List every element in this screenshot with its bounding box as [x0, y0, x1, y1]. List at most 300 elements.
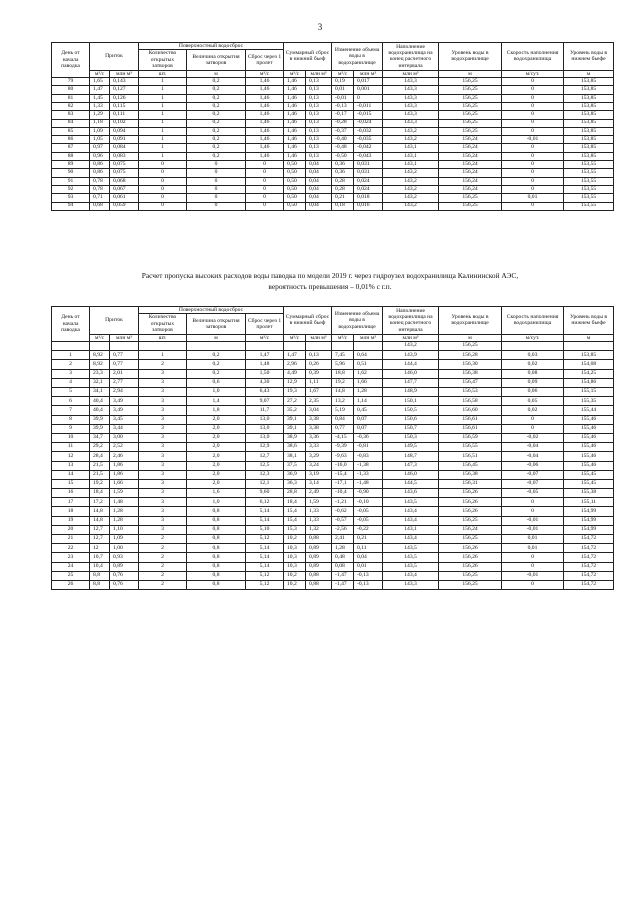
table-cell: 3 — [139, 424, 187, 433]
table-cell: 5,10 — [246, 525, 284, 534]
table-cell: 0,6 — [187, 378, 246, 387]
table-cell: 3 — [139, 498, 187, 507]
table-cell: 0,88 — [306, 571, 332, 580]
table-cell: 0,13 — [306, 119, 332, 127]
table-cell: 3 — [139, 525, 187, 534]
table-cell: 2,49 — [306, 489, 332, 498]
table-cell: 154,99 — [564, 516, 614, 525]
table-row — [52, 388, 614, 397]
table-cell: 0 — [187, 169, 246, 177]
table-cell: -0,83 — [354, 452, 383, 461]
table-cell: 9,07 — [246, 397, 284, 406]
table-cell: 143,3 — [383, 86, 439, 94]
table-cell — [354, 342, 383, 351]
table-cell: 12 — [52, 452, 90, 461]
table-cell: 2,46 — [110, 452, 139, 461]
table-cell — [502, 342, 564, 351]
table-cell: 92 — [52, 185, 90, 193]
table-cell: 143,5 — [383, 562, 439, 571]
table-cell: 0,059 — [110, 202, 139, 210]
table-cell: 1,46 — [284, 136, 306, 144]
table-cell: 0,89 — [306, 544, 332, 553]
table-row — [52, 498, 614, 507]
table-cell: 9,60 — [246, 489, 284, 498]
table-cell: -0,01 — [502, 571, 564, 580]
col-reservoir-level: Уровень воды в водохранилище — [439, 43, 502, 71]
table-cell: 0,86 — [90, 169, 110, 177]
table-cell: 143,3 — [383, 119, 439, 127]
table-cell: 86 — [52, 136, 90, 144]
table-cell: -0,032 — [354, 127, 383, 135]
table-cell: 1,46 — [246, 111, 284, 119]
table-cell: 3 — [139, 369, 187, 378]
table-cell: 36,9 — [284, 470, 306, 479]
table-cell: 2,01 — [110, 369, 139, 378]
table-cell: 155,46 — [564, 433, 614, 442]
units-row — [52, 70, 614, 77]
table-cell: 1,32 — [306, 525, 332, 534]
table-cell: 2 — [139, 544, 187, 553]
table-cell: 1,86 — [110, 470, 139, 479]
table-cell: 155,45 — [564, 479, 614, 488]
col-filling: Наполнение водохранилища на конец расчетного интервала — [383, 43, 439, 71]
table-cell: 0,01 — [502, 194, 564, 202]
unit-cell: шт. — [139, 70, 187, 77]
table-cell: 0,2 — [187, 127, 246, 135]
col-gates-count: Количество открытых затворов — [139, 50, 187, 70]
table-cell: 18,4 — [284, 498, 306, 507]
table-cell: 34,7 — [90, 433, 110, 442]
table-cell: 2 — [139, 553, 187, 562]
table-cell: 0,06 — [502, 388, 564, 397]
table-cell: -1,38 — [354, 461, 383, 470]
table-cell: 0,143 — [110, 78, 139, 86]
table-cell: 1 — [139, 94, 187, 102]
unit-cell: м³/с — [246, 334, 284, 341]
table-cell: 1,28 — [354, 388, 383, 397]
table-cell: 0,08 — [332, 562, 354, 571]
table-cell: 143,6 — [383, 489, 439, 498]
table-cell: 155,46 — [564, 415, 614, 424]
table-cell: 0,77 — [110, 351, 139, 360]
table-cell: 83 — [52, 111, 90, 119]
table-cell: 0,89 — [110, 562, 139, 571]
table-cell: 2,0 — [187, 452, 246, 461]
table-cell: 1 — [52, 351, 90, 360]
table-cell: 143,2 — [383, 127, 439, 135]
table-cell: 147,3 — [383, 461, 439, 470]
table-cell: -16,0 — [332, 461, 354, 470]
table-cell: 1,47 — [90, 86, 110, 94]
table-cell: 87 — [52, 144, 90, 152]
table-cell: 1,46 — [246, 136, 284, 144]
table-cell: 0 — [246, 169, 284, 177]
table-row — [52, 479, 614, 488]
table-cell: 156,24 — [439, 525, 502, 534]
table-row — [52, 535, 614, 544]
table-cell: 0 — [187, 161, 246, 169]
table-cell: -0,05 — [354, 516, 383, 525]
table-cell: 156,47 — [439, 378, 502, 387]
table-cell: 0,024 — [354, 185, 383, 193]
table-cell: 15,4 — [284, 507, 306, 516]
table-cell: 0,111 — [110, 111, 139, 119]
table-cell: 0,8 — [187, 516, 246, 525]
table-cell: 1 — [139, 78, 187, 86]
table-cell: 0,89 — [306, 562, 332, 571]
table-cell: 12,9 — [284, 378, 306, 387]
table-cell: 0,2 — [187, 78, 246, 86]
col-volume-change: Изменение объема воды в водохранилище — [332, 43, 383, 71]
table-row — [52, 433, 614, 442]
table-cell: 11,7 — [246, 406, 284, 415]
table-cell: 1 — [139, 136, 187, 144]
table-cell: 0,09 — [502, 378, 564, 387]
table-cell: -10,4 — [332, 489, 354, 498]
table-cell: 0,28 — [332, 177, 354, 185]
table-cell: 0 — [502, 498, 564, 507]
col-day: День от начала паводка — [52, 43, 90, 78]
col-inflow: Приток — [90, 43, 139, 71]
table-cell: 0 — [502, 169, 564, 177]
table-row — [52, 397, 614, 406]
table-row — [52, 378, 614, 387]
table-cell: 29,2 — [90, 443, 110, 452]
table-cell: 0,36 — [332, 169, 354, 177]
table-cell: 12,9 — [246, 443, 284, 452]
table-cell: 0,2 — [187, 103, 246, 111]
table-cell: 0,05 — [502, 397, 564, 406]
table-cell: 143,2 — [383, 202, 439, 210]
table-cell: 21,5 — [90, 470, 110, 479]
table-cell: 156,25 — [439, 111, 502, 119]
table-row — [52, 185, 614, 193]
table-cell: 1,05 — [90, 136, 110, 144]
table-cell: 155,44 — [564, 406, 614, 415]
table-cell: 156,28 — [439, 351, 502, 360]
table-cell: 0 — [502, 119, 564, 127]
table-cell: 156,61 — [439, 415, 502, 424]
table-cell: 0 — [502, 202, 564, 210]
col-discharge-span: Сброс через 1 пролет — [246, 314, 284, 334]
table-cell: 1,8 — [187, 406, 246, 415]
table-cell: 153,55 — [564, 177, 614, 185]
table-cell: 154,72 — [564, 580, 614, 589]
table-cell: 11 — [52, 443, 90, 452]
table-cell: 0 — [246, 194, 284, 202]
unit-cell: млн м³ — [383, 70, 439, 77]
table-cell: 150,3 — [383, 433, 439, 442]
table-cell: 2 — [139, 580, 187, 589]
table-cell: 156,25 — [439, 571, 502, 580]
table-cell: 0,02 — [502, 406, 564, 415]
table-cell: 143,2 — [383, 342, 439, 351]
table-cell: 0 — [139, 185, 187, 193]
table-cell: -0,01 — [332, 94, 354, 102]
table-cell: 40,4 — [90, 397, 110, 406]
table-cell: -0,13 — [354, 580, 383, 589]
table-cell: 143,2 — [383, 185, 439, 193]
table-cell: 2 — [139, 360, 187, 369]
table-cell: -0,13 — [354, 571, 383, 580]
table-cell: 0,2 — [187, 119, 246, 127]
table-cell: 150,6 — [383, 415, 439, 424]
unit-cell: млн м³ — [306, 334, 332, 341]
table-cell: 24 — [52, 562, 90, 571]
table-row — [52, 580, 614, 589]
table-cell: 18,4 — [90, 489, 110, 498]
table-cell: 1,28 — [110, 516, 139, 525]
table-cell: 0,07 — [354, 415, 383, 424]
table-cell: 0,03 — [502, 351, 564, 360]
table-row — [52, 111, 614, 119]
table-cell: 3,19 — [306, 470, 332, 479]
table-cell: 156,30 — [439, 360, 502, 369]
table-cell: -0,05 — [502, 489, 564, 498]
col-filling-rate: Скорость наполнения водохранилища — [502, 43, 564, 71]
table-cell: 7 — [52, 406, 90, 415]
table-cell: 0 — [187, 202, 246, 210]
table-cell: 0 — [354, 94, 383, 102]
table-cell: 154,99 — [564, 525, 614, 534]
table-cell: 156,25 — [439, 580, 502, 589]
table-cell: 156,25 — [439, 516, 502, 525]
table-cell: 0,28 — [332, 185, 354, 193]
table-cell: 0 — [246, 202, 284, 210]
table-cell: 0 — [246, 185, 284, 193]
table-cell: 2,77 — [110, 378, 139, 387]
table-cell: 2,0 — [187, 443, 246, 452]
table-cell: 156,24 — [439, 177, 502, 185]
table-cell: 19 — [52, 516, 90, 525]
table-cell: -0,06 — [502, 461, 564, 470]
table-cell: 8,8 — [90, 571, 110, 580]
unit-cell: м/сут. — [502, 334, 564, 341]
table-cell: 8,8 — [90, 580, 110, 589]
table-cell: 18,8 — [332, 369, 354, 378]
table-cell: 91 — [52, 177, 90, 185]
table-cell: 1,09 — [90, 127, 110, 135]
table-cell: 150,5 — [383, 406, 439, 415]
table-cell: 2,35 — [306, 397, 332, 406]
table-cell: 0,115 — [110, 103, 139, 111]
col-gate-opening: Величина открытия затворов — [187, 314, 246, 334]
col-gate-opening: Величина открытия затворов — [187, 50, 246, 70]
table-cell: 0,64 — [354, 351, 383, 360]
table-cell: 93 — [52, 194, 90, 202]
table-cell: 1,14 — [354, 397, 383, 406]
table-cell: 0,8 — [187, 525, 246, 534]
table-cell: 149,5 — [383, 443, 439, 452]
table-cell: 0,89 — [306, 553, 332, 562]
table-cell: 156,25 — [439, 342, 502, 351]
table-cell: 4,49 — [284, 369, 306, 378]
table-cell: 1,46 — [284, 103, 306, 111]
col-reservoir-level: Уровень воды в водохранилище — [439, 307, 502, 335]
table-cell: 0,08 — [502, 369, 564, 378]
table-cell: 1 — [139, 152, 187, 160]
table-cell: 0,01 — [502, 535, 564, 544]
table-cell: -0,40 — [332, 136, 354, 144]
table-cell: 0,19 — [332, 78, 354, 86]
table-cell: 0,50 — [284, 202, 306, 210]
table-cell: 0,8 — [187, 571, 246, 580]
table-cell: 5,12 — [246, 580, 284, 589]
table-cell: 3,36 — [306, 433, 332, 442]
table-cell: 156,24 — [439, 185, 502, 193]
unit-cell: м³/с — [90, 334, 110, 341]
table-cell: 82 — [52, 103, 90, 111]
table-cell: 3 — [139, 479, 187, 488]
table-cell: 3,49 — [110, 406, 139, 415]
table-cell: 90 — [52, 169, 90, 177]
table-cell: 154,72 — [564, 535, 614, 544]
table-cell: 0 — [187, 194, 246, 202]
col-spillway: Поверхностный водосброс — [139, 307, 284, 314]
table-cell: 0,001 — [354, 86, 383, 94]
table-cell: 35,2 — [284, 406, 306, 415]
table-cell: 1,33 — [306, 507, 332, 516]
table-cell: -0,02 — [502, 433, 564, 442]
table-cell: 153,55 — [564, 194, 614, 202]
table-cell: 19,2 — [332, 378, 354, 387]
table-cell: 38,6 — [284, 443, 306, 452]
table-cell: 0,39 — [306, 369, 332, 378]
table-cell: 0,78 — [90, 177, 110, 185]
table-cell: 156,51 — [439, 452, 502, 461]
table-cell: 0,97 — [90, 144, 110, 152]
table-cell: 17,2 — [90, 498, 110, 507]
table-cell: 3 — [139, 516, 187, 525]
unit-cell: м³/с — [246, 70, 284, 77]
table-cell: 39,1 — [284, 415, 306, 424]
table-cell: 143,9 — [383, 351, 439, 360]
table-cell: 5,96 — [332, 360, 354, 369]
table-cell: 1 — [139, 111, 187, 119]
table-cell: 144,4 — [383, 360, 439, 369]
table-cell: 0 — [502, 86, 564, 94]
table-cell: 3,00 — [110, 433, 139, 442]
table-cell: 5,14 — [246, 562, 284, 571]
table-cell: 0,21 — [332, 194, 354, 202]
initial-row — [52, 342, 614, 351]
table-row — [52, 202, 614, 210]
table-cell: 10,7 — [90, 553, 110, 562]
table-cell: 156,31 — [439, 479, 502, 488]
table-cell: 4,30 — [246, 378, 284, 387]
table-cell: 143,3 — [383, 111, 439, 119]
table-cell: 8,92 — [90, 351, 110, 360]
table-cell: 154,99 — [564, 507, 614, 516]
table-cell: 0 — [502, 111, 564, 119]
table-cell: 143,2 — [383, 136, 439, 144]
table-cell: 0,11 — [354, 544, 383, 553]
table-row — [52, 571, 614, 580]
table-cell: 21,5 — [90, 461, 110, 470]
table-cell: 3 — [139, 470, 187, 479]
caption-line-2: вероятность превышения – 0,01% с г.п. — [268, 282, 392, 292]
table-cell: 0,04 — [306, 194, 332, 202]
table-cell: 144,5 — [383, 479, 439, 488]
table-cell: 37,5 — [284, 461, 306, 470]
table-cell: 1 — [139, 144, 187, 152]
table-cell: 3,49 — [110, 397, 139, 406]
table-cell: 4 — [52, 378, 90, 387]
table-cell: 18 — [52, 507, 90, 516]
unit-cell: м³/с — [332, 70, 354, 77]
table-cell: -0,50 — [332, 152, 354, 160]
table-cell: -9,63 — [332, 452, 354, 461]
unit-cell: м — [187, 70, 246, 77]
unit-cell: шт. — [139, 334, 187, 341]
table-cell: 12,7 — [90, 535, 110, 544]
table-cell: 0,13 — [306, 94, 332, 102]
table-cell: 1,33 — [306, 516, 332, 525]
table-cell: -15,4 — [332, 470, 354, 479]
table-cell: 0,2 — [187, 144, 246, 152]
table-cell: 6,12 — [246, 498, 284, 507]
table-cell: 13 — [52, 461, 90, 470]
table-cell: 143,3 — [383, 103, 439, 111]
table-cell: 0,88 — [306, 535, 332, 544]
table-cell: 89 — [52, 161, 90, 169]
table-cell: 143,4 — [383, 535, 439, 544]
table-cell: 0,36 — [332, 161, 354, 169]
table-cell: 3 — [139, 489, 187, 498]
table-cell: 153,55 — [564, 161, 614, 169]
table-cell: 36,3 — [284, 479, 306, 488]
table-row — [52, 553, 614, 562]
table-cell: 0,017 — [354, 78, 383, 86]
table-cell: 3,14 — [306, 479, 332, 488]
table-cell: 153,85 — [564, 78, 614, 86]
table-cell: 0,07 — [354, 424, 383, 433]
table-cell: 156,58 — [439, 397, 502, 406]
table-cell: 0,13 — [306, 136, 332, 144]
table-cell: 0,075 — [110, 161, 139, 169]
table-cell: 10 — [52, 433, 90, 442]
table-cell — [187, 342, 246, 351]
table-cell: 2,96 — [284, 360, 306, 369]
col-total-discharge: Суммарный сброс в нижний бьеф — [284, 43, 332, 71]
table-cell: 2 — [139, 571, 187, 580]
table-cell: 0,2 — [187, 94, 246, 102]
unit-cell: м³/с — [284, 70, 306, 77]
table-cell: 156,24 — [439, 152, 502, 160]
table-cell: -0,043 — [354, 152, 383, 160]
table-cell: 0,50 — [284, 161, 306, 169]
table-cell: 2,0 — [187, 461, 246, 470]
table-cell: 156,24 — [439, 169, 502, 177]
table-cell: 156,25 — [439, 535, 502, 544]
table-cell: 3,33 — [306, 443, 332, 452]
table-cell: 156,26 — [439, 489, 502, 498]
table-cell: 0 — [502, 562, 564, 571]
table-cell: 3,38 — [306, 415, 332, 424]
table-cell: 0,068 — [110, 177, 139, 185]
table-cell: 14 — [52, 470, 90, 479]
table-cell: 19,2 — [90, 479, 110, 488]
table-cell: 13,0 — [246, 433, 284, 442]
table-cell: 143,5 — [383, 498, 439, 507]
table-cell: 0,016 — [354, 202, 383, 210]
table-cell: 155,15 — [564, 388, 614, 397]
table-cell: 0,102 — [110, 119, 139, 127]
table-cell: 156,38 — [439, 470, 502, 479]
table-cell: -0,01 — [502, 136, 564, 144]
table-cell: -0,37 — [332, 127, 354, 135]
table-cell: 9 — [52, 424, 90, 433]
